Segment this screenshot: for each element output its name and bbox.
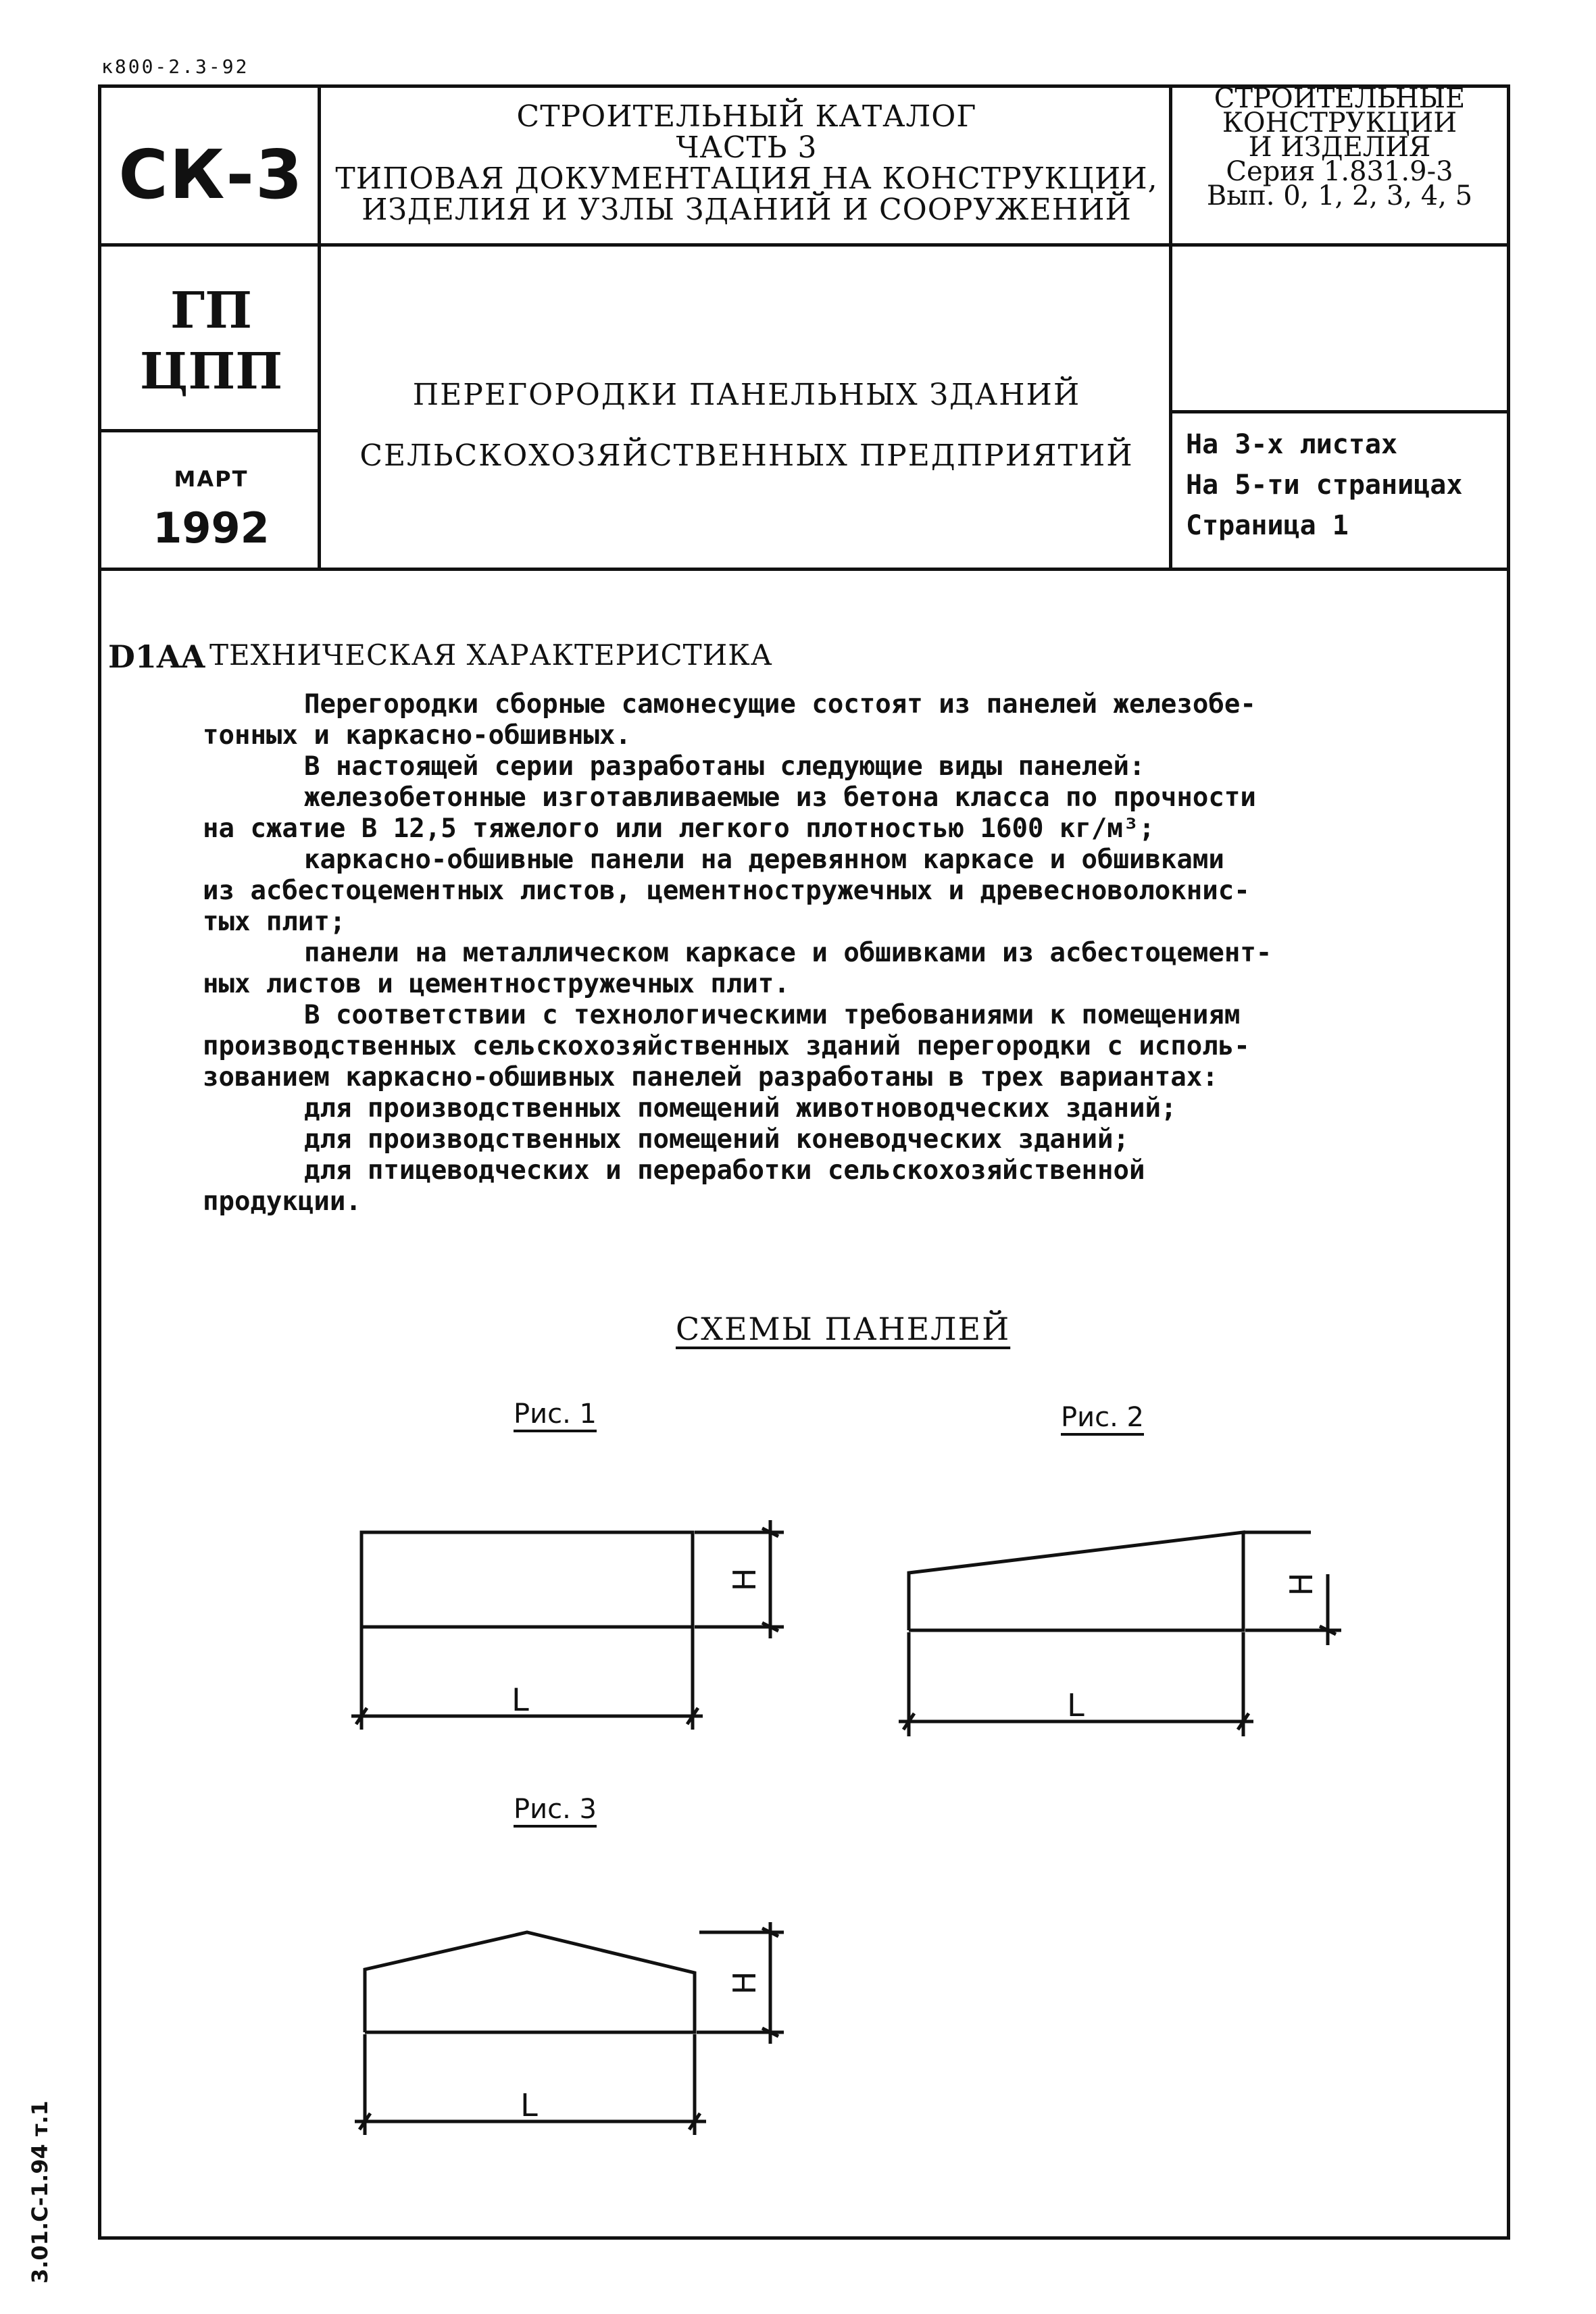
org-line: ГП [170,282,252,340]
body-line: В соответствии с технологическими требованиями к помещениям [304,1000,1241,1030]
series-line: СТРОИТЕЛЬНЫЕ [1214,83,1466,114]
sheets-line: Страница 1 [1186,510,1349,541]
figure-3-panel [365,1932,695,2032]
body-line: производственных сельскохозяйственных зданий перегородки с исполь- [203,1031,1250,1061]
org-line: ЦПП [139,343,283,401]
side-document-code: 3.01.С-1.94 т.1 [27,2101,53,2284]
body-line: ных листов и цементностружечных плит. [203,969,790,999]
figure-3-length-label: L [520,2087,538,2123]
series-line: Вып. 0, 1, 2, 3, 4, 5 [1206,180,1473,211]
body-line: зованием каркасно-обшивных панелей разработаны в трех вариантах: [203,1062,1218,1092]
body-line: для производственных помещений животноводческих зданий; [304,1093,1177,1124]
catalog-line: СТРОИТЕЛЬНЫЙ КАТАЛОГ [516,99,977,134]
body-line: В настоящей серии разработаны следующие виды панелей: [304,751,1145,782]
catalog-line: ЧАСТЬ 3 [676,130,818,165]
issue-year: 1992 [153,503,270,553]
issue-month: МАРТ [174,466,249,492]
series-line: И ИЗДЕЛИЯ [1248,132,1431,163]
document-code: к800-2.3-92 [101,55,249,78]
body-line: железобетонные изготавливаемые из бетона класса по прочности [304,782,1256,813]
body-line: на сжатие В 12,5 тяжелого или легкого плотностью 1600 кг/м³; [203,813,1155,844]
figure-2-label: Рис. 2 [1061,1402,1144,1433]
body-line: тонных и каркасно-обшивных. [203,720,631,751]
figure-2-height-label: Н [1283,1572,1320,1596]
series-line: Серия 1.831.9-3 [1226,156,1453,187]
body-line: каркасно-обшивные панели на деревянном каркасе и обшивками [304,845,1224,875]
body-line: панели на металлическом каркасе и обшивками из асбестоцемент- [304,938,1272,968]
body-line: тых плит; [203,907,346,937]
figure-3-label: Рис. 3 [514,1794,597,1825]
schemes-title: СХЕМЫ ПАНЕЛЕЙ [676,1311,1011,1347]
sheets-line: На 5-ти страницах [1186,470,1463,501]
figure-1-height-label: Н [726,1567,763,1592]
series-line: КОНСТРУКЦИИ [1222,107,1457,139]
figure-2-panel [909,1532,1243,1630]
body-line: для производственных помещений коневодческих зданий; [304,1124,1129,1155]
figure-3-height-label: Н [726,1971,763,1995]
catalog-line: ТИПОВАЯ ДОКУМЕНТАЦИЯ НА КОНСТРУКЦИИ, [335,161,1158,196]
sheets-line: На 3-х листах [1186,429,1398,460]
body-line: Перегородки сборные самонесущие состоят из панелей железобе- [304,689,1256,720]
body-line: для птицеводческих и переработки сельскохозяйственной [304,1155,1145,1186]
body-line: из асбестоцементных листов, цементностружечных и древесноволокнис- [203,876,1250,906]
figure-1-length-label: L [512,1682,529,1718]
figure-2-length-label: L [1067,1687,1084,1724]
figure-1-panel [361,1532,693,1627]
figure-1-label: Рис. 1 [514,1399,597,1430]
title-line: СЕЛЬСКОХОЗЯЙСТВЕННЫХ ПРЕДПРИЯТИЙ [359,438,1134,473]
section-code: D1AA [108,638,205,675]
section-title: ТЕХНИЧЕСКАЯ ХАРАКТЕРИСТИКА [209,638,773,672]
catalog-line: ИЗДЕЛИЯ И УЗЛЫ ЗДАНИЙ И СООРУЖЕНИЙ [361,193,1132,227]
body-line: продукции. [203,1186,361,1217]
catalog-code: СК-3 [118,135,304,214]
title-line: ПЕРЕГОРОДКИ ПАНЕЛЬНЫХ ЗДАНИЙ [412,378,1081,412]
